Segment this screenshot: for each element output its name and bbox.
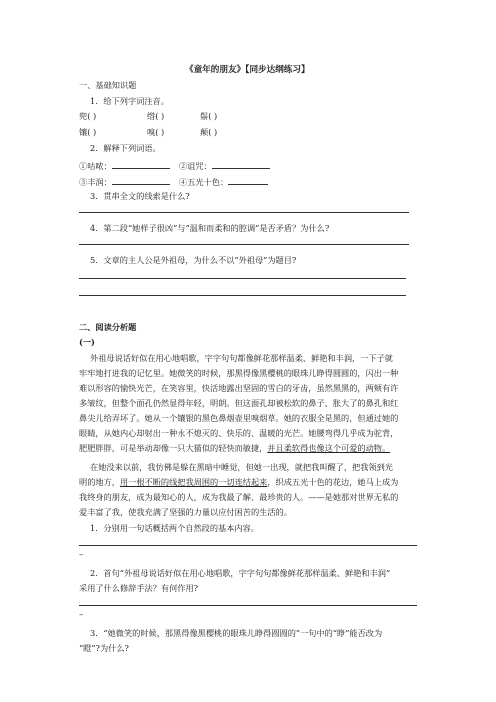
- pinyin-item: 颠( ): [200, 127, 218, 137]
- pinyin-item: 镶( ): [79, 127, 97, 137]
- page-title: 《童年的朋友》【同步达纲练习】: [185, 65, 310, 75]
- pinyin-item: 兜( ): [79, 111, 97, 121]
- underlined-phrase: 并且柔软得也像这个可爱的动物。: [267, 443, 391, 453]
- section1-heading: 一、基础知识题: [79, 80, 137, 90]
- passage-line: 肥肥胖胖，可是举动却像一只大猫似的轻快而敏捷，并且柔软得也像这个可爱的动物。: [79, 443, 391, 453]
- line-dash: –: [79, 549, 84, 559]
- passage-line: 鼻尖儿给弄坏了。她从一个镶银的黑色鼻烟壶里嗅烟草。她的衣服全是黑的，但通过她的: [79, 413, 399, 423]
- question-3: 3．贯串全文的线索是什么?: [90, 191, 190, 201]
- pinyin-item: 鬃( ): [200, 111, 218, 121]
- passage-line: 我终身的朋友，成为最知心的人，成为我最了解、最珍贵的人。——是她那对世界无私的: [79, 492, 399, 502]
- section2-subheading: (一): [79, 337, 95, 347]
- reading-question-3-cont: “瞪”?为什么?: [79, 643, 129, 653]
- answer-line: [79, 278, 406, 279]
- passage-line: 爱丰富了我，使我充满了坚强的力量以应付困苦的生活的。: [79, 507, 292, 517]
- definition-item: ②诅咒：: [179, 159, 270, 172]
- section2-heading: 二、阅读分析题: [79, 322, 137, 332]
- question-1: 1．给下列字词注音。: [90, 96, 169, 106]
- definition-item: ③丰润：: [79, 175, 170, 188]
- passage-line: 难以形容的愉快光芒，在笑容里，快活地露出坚固的雪白的牙齿，虽然黑黑的，两颊有许: [79, 383, 399, 393]
- answer-line: [79, 244, 409, 245]
- question-4: 4．第二段“她样子很凶”与“温和而柔和的腔调”是否矛盾？为什么?: [90, 223, 330, 233]
- answer-line: [79, 295, 406, 296]
- answer-line: [79, 605, 417, 606]
- underlined-phrase: 用一根不断的线把我周围的一切连结起来: [119, 477, 268, 487]
- answer-line: [79, 212, 409, 213]
- passage-line: 在她没来以前，我仿佛是躲在黑暗中睡觉，但她一出现，就把我叫醒了，把我领到光: [90, 462, 393, 472]
- pinyin-item: 绺( ): [147, 111, 165, 121]
- line-dash: –: [79, 609, 84, 619]
- definition-item: ①咕哝：: [79, 159, 170, 172]
- passage-line: 牢牢地打进我的记忆里。她微笑的时候，那黑得像黑樱桃的眼珠儿睁得圆圆的，闪出一种: [79, 368, 399, 378]
- reading-question-3: 3．“她微笑的时候，那黑得像黑樱桃的眼珠儿睁得圆圆的”一句中的“睁”能否改为: [90, 628, 383, 638]
- passage-line: 多皱纹，但整个面孔仍然显得年轻，明朗。但这面孔却被松软的鼻子、胀大了的鼻孔和红: [79, 398, 399, 408]
- answer-line: [79, 545, 417, 546]
- pinyin-item: 嗅( ): [147, 127, 165, 137]
- reading-question-2-cont: 采用了什么修辞手法？有何作用?: [79, 583, 199, 593]
- question-5: 5．文章的主人公是外祖母，为什么不以“外祖母”为题目?: [90, 255, 297, 265]
- passage-line: 外祖母说话好似在用心地唱歌，字字句句都像鲜花那样温柔、鲜艳和丰润，一下子就: [90, 353, 393, 363]
- definition-item: ④五光十色：: [179, 175, 268, 188]
- passage-line: 明的地方，用一根不断的线把我周围的一切连结起来，织成五光十色的花边，她马上成为: [79, 477, 399, 487]
- passage-line: 眼睛，从她内心却射出一种永不熄灭的、快乐的、温暖的光芒。她腰弯得几乎成为驼背，: [79, 428, 399, 438]
- reading-question-2: 2．首句“外祖母说话好似在用心地唱歌，字字句句都像鲜花那样温柔、鲜艳和丰润”: [90, 568, 391, 578]
- question-2: 2．解释下列词语。: [90, 143, 161, 153]
- reading-question-1: 1．分别用一句话概括两个自然段的基本内容。: [90, 523, 259, 533]
